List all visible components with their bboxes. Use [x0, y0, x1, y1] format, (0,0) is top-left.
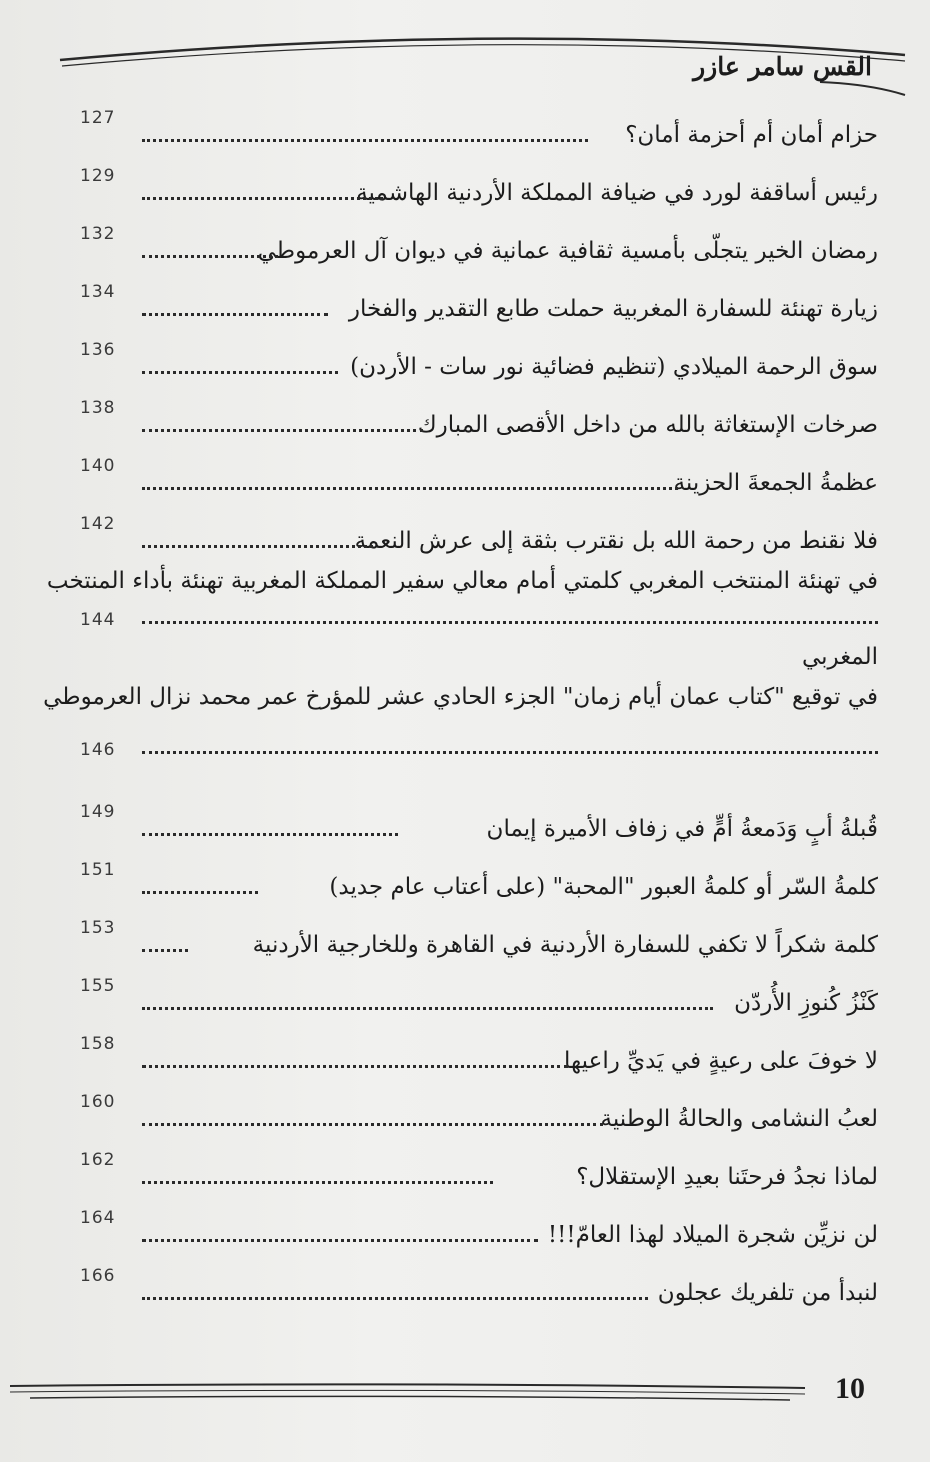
- toc-leader: [142, 197, 383, 200]
- running-header-author: القس سامر عازر: [693, 52, 872, 81]
- toc-leader: [142, 429, 423, 432]
- page-number: 10: [835, 1372, 865, 1405]
- toc-leader: [142, 255, 278, 258]
- table-of-contents: [43, 96, 878, 1312]
- toc-leader: [142, 545, 373, 548]
- toc-page-number: 127: [80, 108, 116, 128]
- toc-entry: [46, 560, 878, 676]
- toc-page-number: 166: [80, 1266, 116, 1286]
- toc-entry: [80, 386, 878, 444]
- toc-entry: [80, 328, 878, 386]
- toc-entry: [80, 444, 878, 502]
- toc-leader: [142, 1065, 568, 1068]
- toc-entry: [80, 270, 878, 328]
- toc-leader: [142, 313, 328, 316]
- toc-leader: [142, 751, 878, 754]
- toc-entry: [43, 676, 878, 792]
- toc-entry: [80, 1196, 878, 1254]
- toc-entry-title: كَنْزُ كُنوزِ الأُردّن: [734, 990, 878, 1016]
- toc-entry: [80, 96, 878, 154]
- toc-page-number: 158: [80, 1034, 116, 1054]
- toc-page-number: 136: [80, 340, 116, 360]
- toc-entry-title: كلمة شكراً لا تكفي للسفارة الأردنية في القاهرة وللخارجية الأردنية: [252, 932, 878, 958]
- toc-leader: [142, 1181, 493, 1184]
- toc-entry-title: لا خوفَ على رعيةٍ في يَديِّ راعيها: [564, 1048, 878, 1074]
- toc-leader: [142, 1007, 713, 1010]
- toc-page-number: 134: [80, 282, 116, 302]
- toc-page-number: 155: [80, 976, 116, 996]
- toc-entry-title: حزام أمان أم أحزمة أمان؟: [625, 122, 878, 148]
- toc-entry: [80, 154, 878, 212]
- toc-leader: [142, 371, 338, 374]
- toc-entry-title: زيارة تهنئة للسفارة المغربية حملت طابع التقدير والفخار: [348, 296, 878, 322]
- toc-page-number: 160: [80, 1092, 116, 1112]
- toc-entry: [80, 1138, 878, 1196]
- toc-page-number: 132: [80, 224, 116, 244]
- toc-entry-title: لعبُ النشامى والحالةُ الوطنية: [600, 1106, 878, 1132]
- toc-entry-title: قُبلةُ أبٍ وَدَمعةُ أمٍّ في زفاف الأميرة إيمان: [486, 816, 878, 842]
- toc-page-number: 146: [80, 740, 116, 760]
- toc-entry-title: فلا نقنط من رحمة الله بل نقترب بثقة إلى عرش النعمة: [354, 528, 878, 554]
- toc-entry-title: صرخات الإستغاثة بالله من داخل الأقصى المبارك: [417, 412, 878, 438]
- toc-leader: [142, 833, 398, 836]
- toc-entry: [80, 1022, 878, 1080]
- toc-entry-title-line2: المغربي: [801, 644, 878, 670]
- toc-leader: [142, 487, 678, 490]
- toc-entry: [80, 792, 878, 848]
- toc-leader: [142, 139, 588, 142]
- toc-leader: [142, 621, 878, 624]
- toc-page-number: 144: [80, 610, 116, 630]
- toc-entry-title: كلمةُ السّر أو كلمةُ العبور "المحبة" (على أعتاب عام جديد): [329, 874, 878, 900]
- toc-leader: [142, 949, 188, 952]
- toc-page-number: 164: [80, 1208, 116, 1228]
- footer-rule: [0, 1372, 930, 1412]
- toc-entry: [80, 1254, 878, 1312]
- toc-page-number: 138: [80, 398, 116, 418]
- toc-entry-title-line1: في تهنئة المنتخب المغربي كلمتي أمام معالي سفير المملكة المغربية تهنئة بأداء المنتخب: [46, 568, 878, 594]
- toc-leader: [142, 891, 258, 894]
- toc-page-number: 162: [80, 1150, 116, 1170]
- toc-page-number: 142: [80, 514, 116, 534]
- toc-entry-title: لماذا نجدُ فرحتَنا بعيدِ الإستقلال؟: [576, 1164, 878, 1190]
- toc-entry: [80, 212, 878, 270]
- toc-leader: [142, 1239, 538, 1242]
- toc-page-number: 149: [80, 802, 116, 822]
- toc-entry-title: سوق الرحمة الميلادي (تنظيم فضائية نور سات - الأردن): [350, 354, 878, 380]
- toc-page-number: 129: [80, 166, 116, 186]
- toc-leader: [142, 1297, 648, 1300]
- toc-entry: [80, 964, 878, 1022]
- toc-entry-title-line1: في توقيع "كتاب عمان أيام زمان" الجزء الحادي عشر للمؤرخ عمر محمد نزال العرموطي: [43, 684, 878, 710]
- toc-entry: [80, 1080, 878, 1138]
- toc-entry: [80, 502, 878, 560]
- toc-leader: [142, 1123, 603, 1126]
- toc-entry-title: رمضان الخير يتجلّى بأمسية ثقافية عمانية في ديوان آل العرموطي: [257, 238, 878, 264]
- toc-entry: [80, 906, 878, 964]
- toc-entry-title: لن نزيِّن شجرة الميلاد لهذا العامّ!!!: [547, 1222, 878, 1248]
- toc-entry-title: رئيس أساقفة لورد في ضيافة المملكة الأردنية الهاشمية: [356, 180, 878, 206]
- toc-entry-title: عظمةُ الجمعةَ الحزينة: [673, 470, 878, 496]
- toc-page-number: 140: [80, 456, 116, 476]
- toc-page-number: 151: [80, 860, 116, 880]
- toc-entry-title: لنبدأ من تلفريك عجلون: [657, 1280, 878, 1306]
- toc-entry: [80, 848, 878, 906]
- toc-page-number: 153: [80, 918, 116, 938]
